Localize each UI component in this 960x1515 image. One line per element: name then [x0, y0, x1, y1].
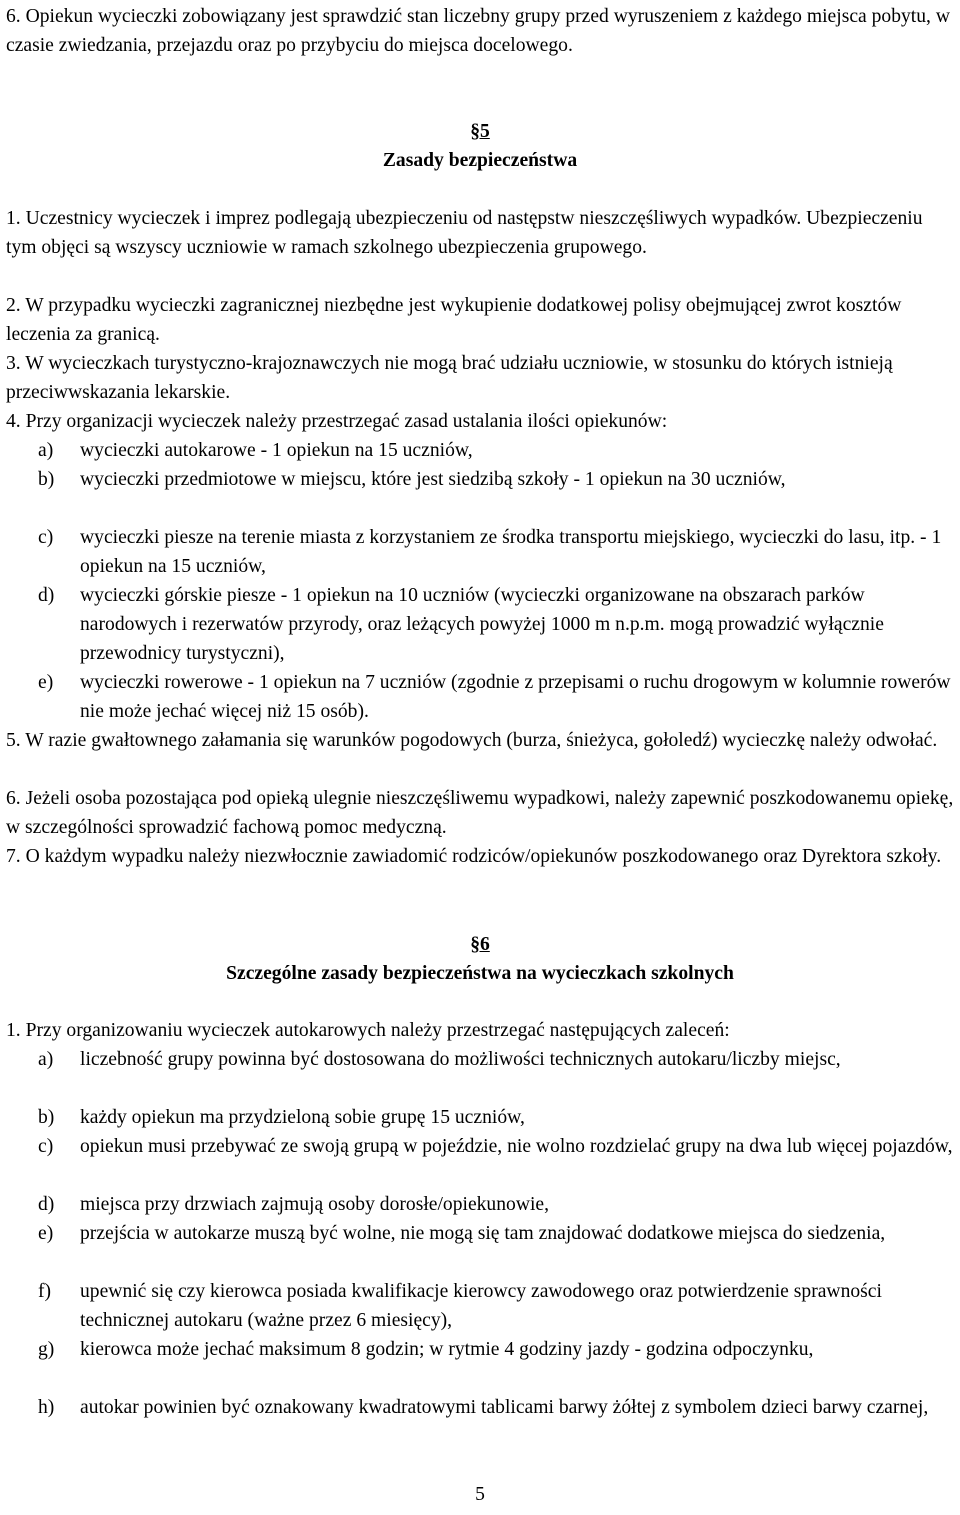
section-6-sub-f: f) upewnić się czy kierowca posiada kwalifikacje kierowcy zawodowego oraz potwierdzenie sprawności technicznej autokaru (ważne przez 6 miesięcy),	[38, 1281, 882, 1331]
section-5-item-6: 6. Jeżeli osoba pozostająca pod opieką ulegnie nieszczęśliwemu wypadkowi, należy zapewnić poszkodowanemu opiekę, w szczególności sprowadzić fachową pomoc medyczną.	[6, 788, 954, 838]
section-6-sub-h: h) autokar powinien być oznakowany kwadratowymi tablicami barwy żółtej z symbolem dzieci barwy czarnej,	[38, 1397, 929, 1418]
section-5-sub-b: b) wycieczki przedmiotowe w miejscu, które jest siedzibą szkoły - 1 opiekun na 30 uczniów,	[38, 469, 786, 490]
section-5-item-4: 4. Przy organizacji wycieczek należy przestrzegać zasad ustalania ilości opiekunów:	[6, 411, 668, 432]
section-5-item-5: 5. W razie gwałtownego załamania się warunków pogodowych (burza, śnieżyca, gołoledź) wycieczkę należy odwołać.	[6, 730, 938, 751]
section-6-sub-g: g) kierowca może jechać maksimum 8 godzin; w rytmie 4 godziny jazdy - godzina odpoczynku,	[38, 1339, 814, 1360]
section-6-intro: 1. Przy organizowaniu wycieczek autokarowych należy przestrzegać następujących zaleceń:	[6, 1020, 730, 1041]
section-6-sub-b: b) każdy opiekun ma przydzieloną sobie grupę 15 uczniów,	[38, 1107, 525, 1128]
paragraph-6-top: 6. Opiekun wycieczki zobowiązany jest sprawdzić stan liczebny grupy przed wyruszeniem z każdego miejsca pobytu, w czasie zwiedzania, przejazdu oraz po przybyciu do miejsca docelowego.	[6, 6, 950, 56]
section-6-sub-c: c) opiekun musi przebywać ze swoją grupą w pojeździe, nie wolno rozdzielać grupy na dwa lub więcej pojazdów,	[38, 1136, 953, 1157]
section-5-item-2: 2. W przypadku wycieczki zagranicznej niezbędne jest wykupienie dodatkowej polisy obejmującej zwrot kosztów leczenia za granicą.	[6, 295, 902, 345]
page-number: 5	[475, 1484, 485, 1505]
section-5-title: Zasady bezpieczeństwa	[382, 150, 578, 171]
section-5-sub-d: d) wycieczki górskie piesze - 1 opiekun na 10 uczniów (wycieczki organizowane na obszarach parków narodowych i rezerwatów przyrody, oraz leżących powyżej 1000 m n.p.m. mogą prowadzić wyłącznie przewodnicy turystyczni),	[38, 585, 884, 664]
section-6-sub-a: a) liczebność grupy powinna być dostosowana do możliwości technicznych autokaru/liczby miejsc,	[38, 1049, 841, 1070]
section-5-sub-c: c) wycieczki piesze na terenie miasta z korzystaniem ze środka transportu miejskiego, wycieczki do lasu, itp. - 1 opiekun na 15 uczniów,	[38, 527, 942, 577]
section-6-number: §6	[470, 934, 490, 955]
section-5-sub-e: e) wycieczki rowerowe - 1 opiekun na 7 uczniów (zgodnie z przepisami o ruchu drogowym w kolumnie rowerów nie może jechać więcej niż 15 osób).	[38, 672, 951, 722]
section-5-sub-a: a) wycieczki autokarowe - 1 opiekun na 15 uczniów,	[38, 440, 473, 461]
section-5-item-7: 7. O każdym wypadku należy niezwłocznie zawiadomić rodziców/opiekunów poszkodowanego oraz Dyrektora szkoły.	[6, 846, 942, 867]
section-6-sub-d: d) miejsca przy drzwiach zajmują osoby dorosłe/opiekunowie,	[38, 1194, 550, 1215]
section-6-title: Szczególne zasady bezpieczeństwa na wycieczkach szkolnych	[226, 963, 734, 984]
section-6-sub-e: e) przejścia w autokarze muszą być wolne, nie mogą się tam znajdować dodatkowe miejsca do siedzenia,	[38, 1223, 886, 1244]
section-5-item-1: 1. Uczestnicy wycieczek i imprez podlegają ubezpieczeniu od następstw nieszczęśliwych wypadków. Ubezpieczeniu tym objęci są wszyscy uczniowie w ramach szkolnego ubezpieczenia grupowego.	[6, 208, 923, 258]
section-5-item-3: 3. W wycieczkach turystyczno-krajoznawczych nie mogą brać udziału uczniowie, w stosunku do których istnieją przeciwwskazania lekarskie.	[6, 353, 893, 403]
section-5-number: §5	[470, 121, 490, 142]
